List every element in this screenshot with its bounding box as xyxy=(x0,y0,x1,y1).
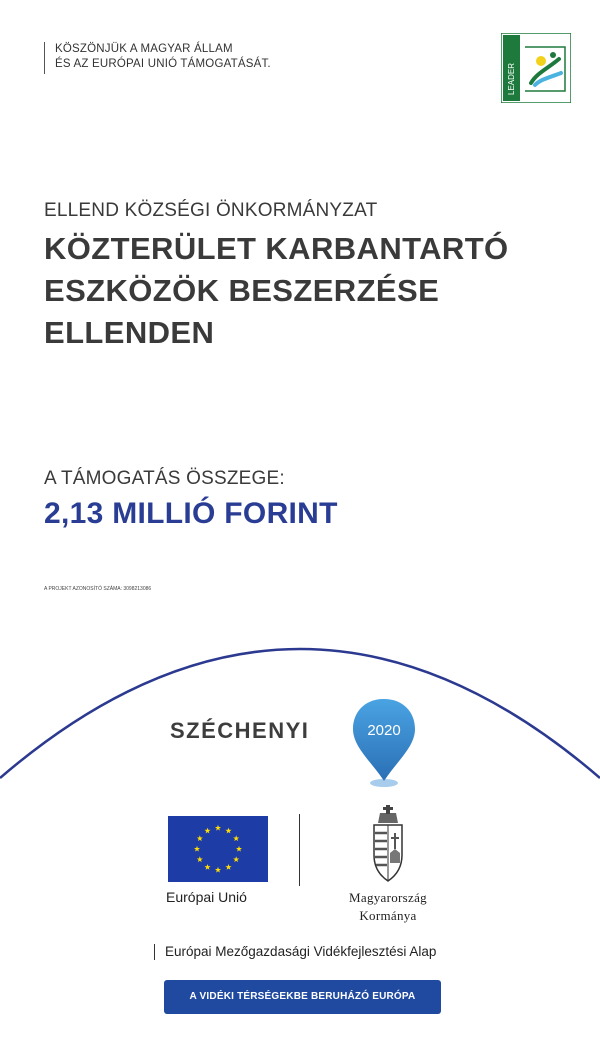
thanks-line-1: KÖSZÖNJÜK A MAGYAR ÁLLAM xyxy=(55,43,233,55)
organization-name: ELLEND KÖZSÉGI ÖNKORMÁNYZAT xyxy=(44,200,378,221)
szechenyi-year: 2020 xyxy=(367,722,401,739)
project-title-line-3: ELLENDEN xyxy=(44,315,215,350)
leader-logo-text: LEADER xyxy=(507,62,516,95)
project-title xyxy=(44,228,509,354)
szechenyi-pin-icon xyxy=(349,695,419,790)
government-label-line-1: Magyarország xyxy=(349,890,427,905)
szechenyi-logo-text: SZÉCHENYI xyxy=(170,718,310,743)
project-title-line-2: ESZKÖZÖK BESZERZÉSE xyxy=(44,273,440,308)
investing-europe-banner: A VIDÉKI TÉRSÉGEKBE BERUHÁZÓ EURÓPA xyxy=(164,980,441,1014)
coat-of-arms-icon xyxy=(360,803,416,885)
eu-flag-icon xyxy=(168,816,268,882)
government-label-line-2: Kormánya xyxy=(359,908,417,923)
thanks-text xyxy=(44,42,271,74)
project-id: A PROJEKT AZONOSÍTÓ SZÁMA: 3098213086 xyxy=(44,586,152,592)
eu-label: Európai Unió xyxy=(166,889,247,905)
leader-logo xyxy=(501,33,571,103)
project-title-line-1: KÖZTERÜLET KARBANTARTÓ xyxy=(44,231,509,266)
thanks-line-2: ÉS AZ EURÓPAI UNIÓ TÁMOGATÁSÁT. xyxy=(55,58,271,70)
logo-divider xyxy=(299,814,300,886)
support-amount: 2,13 MILLIÓ FORINT xyxy=(44,497,338,530)
fund-name: Európai Mezőgazdasági Vidékfejlesztési Alap xyxy=(154,944,436,960)
support-label: A TÁMOGATÁS ÖSSZEGE: xyxy=(44,468,285,489)
government-label xyxy=(320,889,456,925)
